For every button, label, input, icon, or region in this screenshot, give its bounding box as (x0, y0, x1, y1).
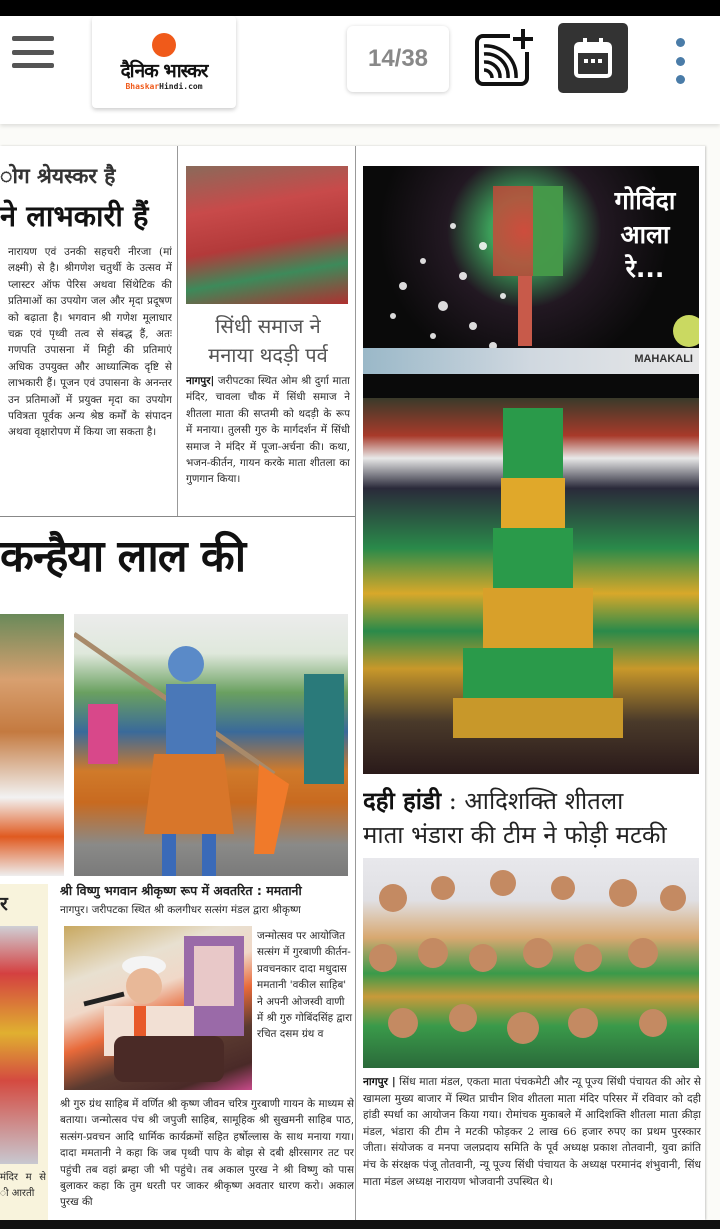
article-body-dahi-handi: नागपुर | सिंध माता मंडल, एकता माता पंचकमेटी और न्यू पूज्य सिंधी पंचायत की ओर से खामला मुख्य बाजार में स्थित प्राचीन शिव शीतला माता मंदिर परिसर में रविवार को दही हांडी स्पर्धा का आयोजन किया गया। रोमांचक मुकाबले में आदिशक्ति शीतला माता क्रीड़ा मंडल, भंडारा की टीम ने मटकी फोड़कर 2 लाख 66 हजार रुपए का प्रथम पुरस्कार जीता। संयोजक व मनपा जलप्रदाय समिति के पूर्व अध्यक्ष प्रकाश तोतवानी, युवा क्रांति मंच के संरक्षक पंजू तोतवानी, न्यू पूज्य सिंधी पंचायत के अध्यक्ष परमानंद शंभुवानी, सिंध माता मंडल अध्यक्ष नारायण भोजवानी उपस्थित थे। (363, 1076, 701, 1188)
photo-sindhi-women-gathering (186, 166, 348, 304)
article-side-text-vishnu: जन्मोत्सव पर आयोजित सत्संग में गुरबाणी कीर्तन-प्रवचनकार दादा मधुदास ममतानी 'वकील साहिब' ने अपनी ओजस्वी वाणी में श्री गुरु गोबिंदसिंह द्वारा रचित दसम ग्रंथ व (257, 930, 353, 1041)
status-bar (0, 0, 720, 16)
photo-winning-team (363, 858, 699, 1068)
column-divider (355, 146, 356, 1220)
more-vertical-icon[interactable] (668, 38, 692, 84)
article-title-dahi-handi: दही हांडी : आदिशक्ति शीतला माता भंडारा की टीम ने फोड़ी मटकी (363, 786, 667, 849)
logo-hindi-name: दैनिक भास्कर (120, 60, 208, 82)
section-divider (0, 516, 355, 517)
headline-kanhaiya: कन्हैया लाल की (0, 531, 246, 582)
hamburger-menu-icon[interactable] (12, 34, 54, 70)
app-toolbar (0, 16, 720, 124)
sidebar-article-title: र (0, 893, 8, 915)
photo-shiva-costume-procession (74, 614, 348, 876)
photo-human-pyramid (363, 398, 699, 774)
photo-garland-temple (0, 926, 38, 1164)
article-body: नारायण एवं उनकी सहचरी नीरजा (मां लक्ष्मी) से है। श्रीगणेश चतुर्थी के उत्सव में प्लास्टर ऑफ पेरिस अथवा सिंथेटिक की प्रतिमाओं का उपयोग जल और मृदा प्रदूषण को बढ़ाता है। भगवान श्री गणेश मूलाधार चक्र एवं पृथ्वी तत्व से संबद्ध हैं, अतः गणपति उपासना में मिट्टी की प्रतिमाएं अधिक उपयुक्त और आध्यात्मिक दृष्टि से लाभकारी हैं। पूजन एवं उपासना के अनन्तर उन प्रतिमाओं में प्रयुक्त मृदा का उपयोग पवित्रता पूर्वक अन्य श्रेष्ठ कर्मों के संपादन अथवा वृक्षारोपण में किया जा सकता है। (8, 246, 172, 439)
sponsor-banner (363, 348, 699, 374)
calendar-icon (573, 37, 613, 79)
article-kicker: ोग श्रेयस्कर है (0, 164, 116, 188)
article-title: ने लाभकारी हैं (0, 199, 149, 233)
brand-logo[interactable] (92, 16, 236, 108)
photo-devotee-cropped (0, 614, 64, 876)
logo-sun-icon (152, 33, 176, 57)
epaper-viewer[interactable] (0, 124, 720, 1220)
photo-kirtan-singer (64, 926, 252, 1090)
calendar-button[interactable] (558, 23, 628, 93)
article-body-vishnu: श्री गुरु ग्रंथ साहिब में वर्णित श्री कृष्ण जीवन चरित्र गुरबाणी गायन के माध्यम से बताया। जन्मोत्सव पंच श्री जपुजी साहिब, सामूहिक श्री सुखमनी साहिब पाठ, सत्संग-प्रवचन आदि धार्मिक कार्यक्रमों सहित हर्षोल्लास के साथ मनाया गया। दादा ममतानी ने कहा कि जब पृथ्वी पाप के बोझ से दबी क्षीरसागर तट पर पहुंची तब वहां ब्रम्हा जी भी पहुंचे। तब अकाल पुरख ने श्री विष्णु को पास बुलाकर कहा कि तुम धरती पर जाकर श्रीकृष्ण अवतार धारण करो। अकाल पुरख की (60, 1098, 354, 1209)
newspaper-page (0, 146, 705, 1220)
article-title-sindhi: सिंधी समाज ने मनाया थदड़ी पर्व (208, 314, 328, 367)
banner-text: MAHAKALI (634, 353, 693, 365)
logo-site-name: BhaskarHindi.com (125, 82, 203, 91)
article-body-sindhi: नागपुर| जरीपटका स्थित ओम श्री दुर्गा माता मंदिर, चावला चौक में सिंधी समाज ने शीतला माता की सप्तमी को थदड़ी के रूप में मनाया। तुलसी गुरु के मार्गदर्शन में सिंधी समाज ने मंदिर में पूजा-अर्चना की। कथा, भजन-कीर्तन, गायन करके माता शीतला का गुणगान किया। (186, 375, 350, 486)
rss-add-icon[interactable] (472, 24, 538, 90)
column-divider (177, 146, 178, 516)
article-title-vishnu: श्री विष्णु भगवान श्रीकृष्ण रूप में अवतरित : ममतानी (60, 883, 302, 898)
navigation-bar (0, 1220, 720, 1229)
photo-caption-govinda: गोविंदा आला रे... (614, 186, 676, 283)
sidebar-article-body: मंदिर म से ी आरती (0, 1172, 46, 1199)
page-counter-button[interactable]: 14/38 (347, 26, 449, 92)
article-lead-vishnu: नागपुर। जरीपटका स्थित श्री कलगीधर सत्संग मंडल द्वारा श्रीकृष्ण (60, 904, 301, 916)
